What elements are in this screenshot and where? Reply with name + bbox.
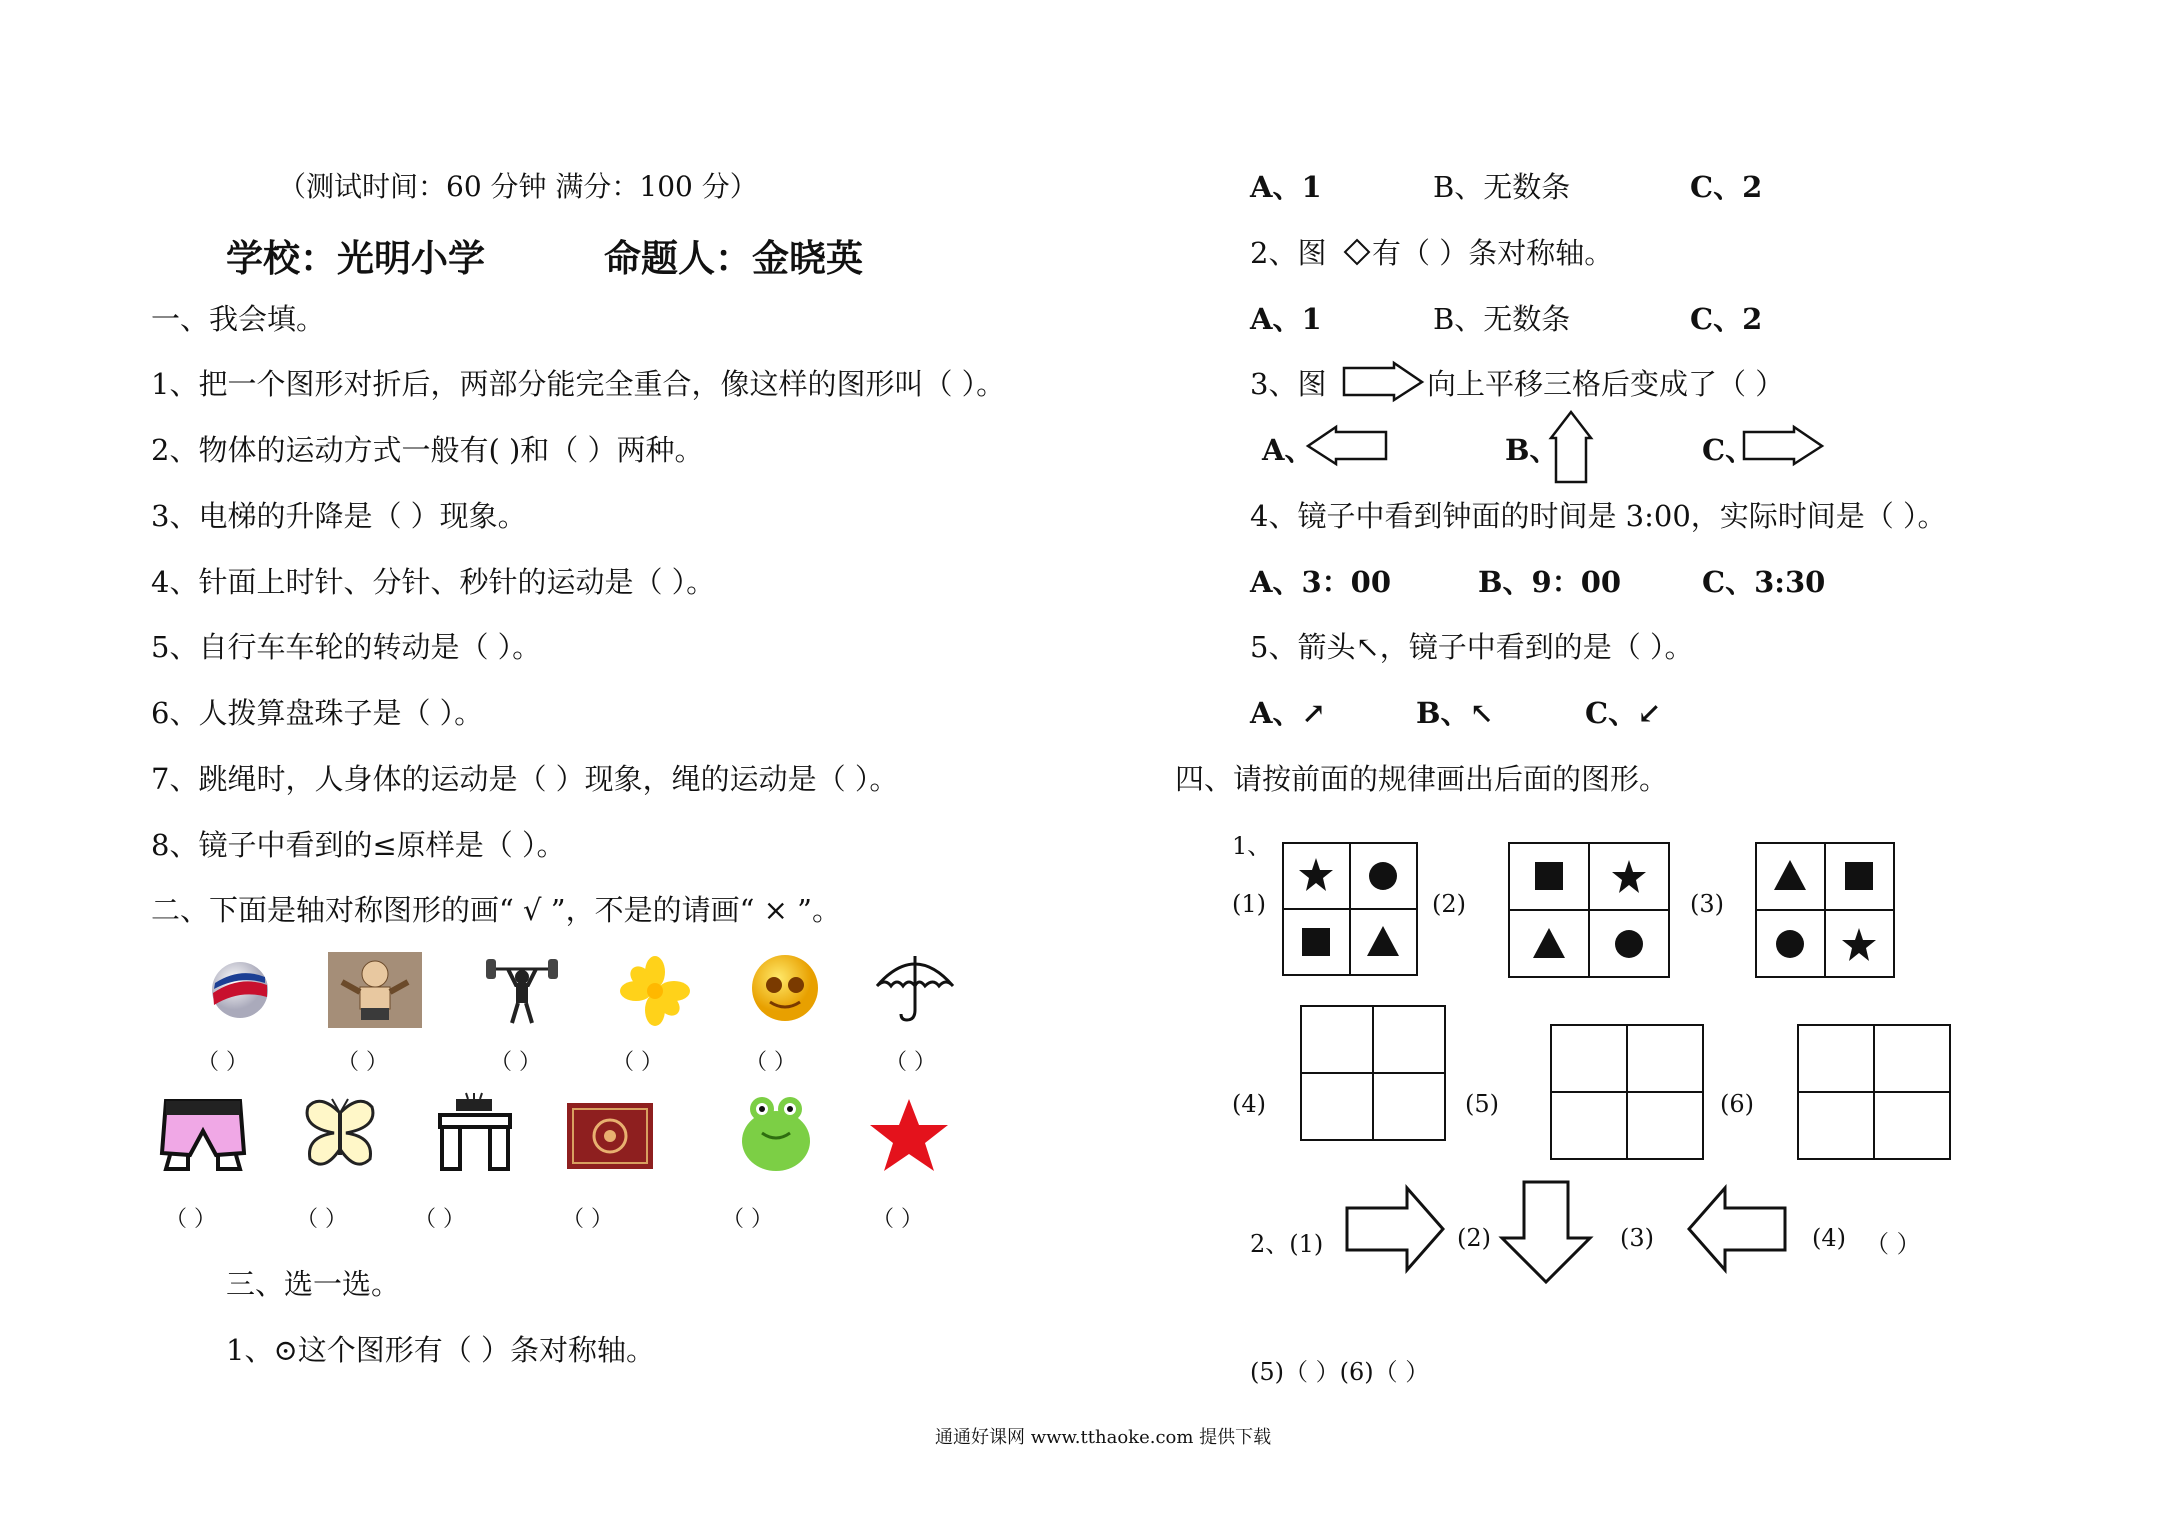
section3-title: 三、选一选。	[226, 1267, 401, 1301]
empty-grid-6[interactable]	[1797, 1024, 1951, 1160]
flower-icon	[614, 955, 696, 1027]
arrow-right-big-icon	[1345, 1186, 1445, 1272]
author-name: 命题人：金晓英	[604, 237, 863, 280]
star-icon	[868, 1097, 950, 1173]
up-arrow-shape-icon	[1550, 410, 1594, 484]
q4-option-c: C、3:30	[1702, 565, 1826, 599]
q5-option-a: A、↗	[1250, 696, 1326, 730]
q2-option-a: A、1	[1250, 302, 1322, 336]
grid-label-4: (4)	[1232, 1090, 1266, 1118]
answer-paren[interactable]: （ ）	[490, 1050, 541, 1075]
grid-label-2: (2)	[1432, 890, 1466, 918]
arrow-down-big-icon	[1500, 1180, 1592, 1284]
section3-q2-pre: 2、图	[1250, 236, 1327, 270]
pattern-grid-2	[1508, 842, 1670, 978]
pattern-grid-3	[1755, 842, 1895, 978]
ball-icon	[205, 955, 275, 1025]
q2-option-c: C、2	[1690, 302, 1763, 336]
umbrella-icon	[873, 948, 958, 1024]
section1-item-3: 3、电梯的升降是（ ）现象。	[151, 499, 527, 533]
q4-option-b: B、9：00	[1478, 565, 1622, 599]
pattern-grid-1	[1282, 842, 1418, 976]
empty-grid-5[interactable]	[1550, 1024, 1704, 1160]
weightlifter-icon	[482, 955, 562, 1027]
grid-label-1: (1)	[1232, 890, 1266, 918]
answer-paren[interactable]: （ ）	[722, 1207, 773, 1232]
q3-option-b: B、	[1505, 433, 1559, 467]
answer-paren[interactable]: （ ）	[165, 1207, 216, 1232]
answer-paren[interactable]: （ ）	[337, 1050, 388, 1075]
desk-icon	[436, 1093, 514, 1173]
section3-q3-post: 向上平移三格后变成了（ ）	[1427, 367, 1785, 401]
school-name: 学校：光明小学	[226, 237, 485, 280]
rug-icon	[567, 1103, 653, 1169]
answer-paren[interactable]: （ ）	[562, 1207, 613, 1232]
section1-item-4: 4、针面上时针、分针、秒针的运动是（ ）。	[151, 565, 716, 599]
section3-q2-post: 有（ ）条对称轴。	[1372, 236, 1614, 270]
right-arrow-shape-icon	[1742, 426, 1824, 466]
person-icon	[328, 952, 422, 1028]
section4-q2-blank[interactable]: （ ）	[1865, 1230, 1921, 1258]
section3-q3-pre: 3、图	[1250, 367, 1327, 401]
section1-item-5: 5、自行车车轮的转动是（ ）。	[151, 630, 542, 664]
grid-label-5: (5)	[1465, 1090, 1499, 1118]
section1-item-8: 8、镜子中看到的≤原样是（ ）。	[151, 828, 566, 862]
answer-paren[interactable]: （ ）	[296, 1207, 347, 1232]
answer-paren[interactable]: （ ）	[197, 1050, 248, 1075]
section3-q1: 1、⊙这个图形有（ ）条对称轴。	[226, 1333, 655, 1367]
section3-q4: 4、镜子中看到钟面的时间是 3:00，实际时间是（ ）。	[1250, 499, 1947, 533]
q2-option-b: B、无数条	[1433, 302, 1571, 336]
section1-item-1: 1、把一个图形对折后，两部分能完全重合，像这样的图形叫（ ）。	[151, 367, 1006, 401]
section4-q2-label-3: (3)	[1620, 1224, 1654, 1252]
section4-q2-label: 2、(1)	[1250, 1230, 1324, 1258]
section1-title: 一、我会填。	[151, 302, 326, 336]
empty-grid-4[interactable]	[1300, 1005, 1446, 1141]
shorts-icon	[160, 1093, 246, 1173]
section4-q2-last[interactable]: (5)（ ）(6)（ ）	[1250, 1358, 1430, 1386]
diamond-icon	[1344, 239, 1370, 265]
section1-item-6: 6、人拨算盘珠子是（ ）。	[151, 696, 484, 730]
left-arrow-shape-icon	[1306, 426, 1388, 466]
right-arrow-shape-icon	[1342, 362, 1424, 402]
q5-option-b: B、↖	[1416, 696, 1494, 730]
answer-paren[interactable]: （ ）	[872, 1207, 923, 1232]
smiley-icon	[750, 952, 820, 1024]
answer-paren[interactable]: （ ）	[612, 1050, 663, 1075]
q3-option-a: A、	[1262, 433, 1314, 467]
grid-label-6: (6)	[1720, 1090, 1754, 1118]
answer-paren[interactable]: （ ）	[885, 1050, 936, 1075]
q3-option-c: C、	[1702, 433, 1755, 467]
section3-q5: 5、箭头↖，镜子中看到的是（ ）。	[1250, 630, 1694, 664]
answer-paren[interactable]: （ ）	[414, 1207, 465, 1232]
butterfly-icon	[300, 1093, 380, 1173]
answer-paren[interactable]: （ ）	[745, 1050, 796, 1075]
frog-icon	[738, 1093, 814, 1173]
q5-option-c: C、↙	[1585, 696, 1662, 730]
section4-q2-label-4: (4)	[1812, 1224, 1846, 1252]
section2-title: 二、下面是轴对称图形的画“ √ ”，不是的请画“ × ”。	[151, 893, 841, 927]
section1-item-7: 7、跳绳时，人身体的运动是（ ）现象，绳的运动是（ ）。	[151, 762, 899, 796]
section4-q2-label-2: (2)	[1457, 1224, 1491, 1252]
test-info: （测试时间：60 分钟 满分：100 分）	[278, 170, 758, 203]
arrow-left-big-icon	[1687, 1186, 1787, 1272]
q1-option-c: C、2	[1690, 170, 1763, 204]
q4-option-a: A、3：00	[1250, 565, 1392, 599]
q1-option-a: A、1	[1250, 170, 1322, 204]
footer-credit: 通通好课网 www.tthaoke.com 提供下载	[935, 1427, 1272, 1448]
grid-label-3: (3)	[1690, 890, 1724, 918]
q1-option-b: B、无数条	[1433, 170, 1571, 204]
section4-q1-label: 1、	[1232, 832, 1272, 860]
section1-item-2: 2、物体的运动方式一般有( )和（ ）两种。	[151, 433, 704, 467]
section4-title: 四、请按前面的规律画出后面的图形。	[1175, 762, 1669, 796]
